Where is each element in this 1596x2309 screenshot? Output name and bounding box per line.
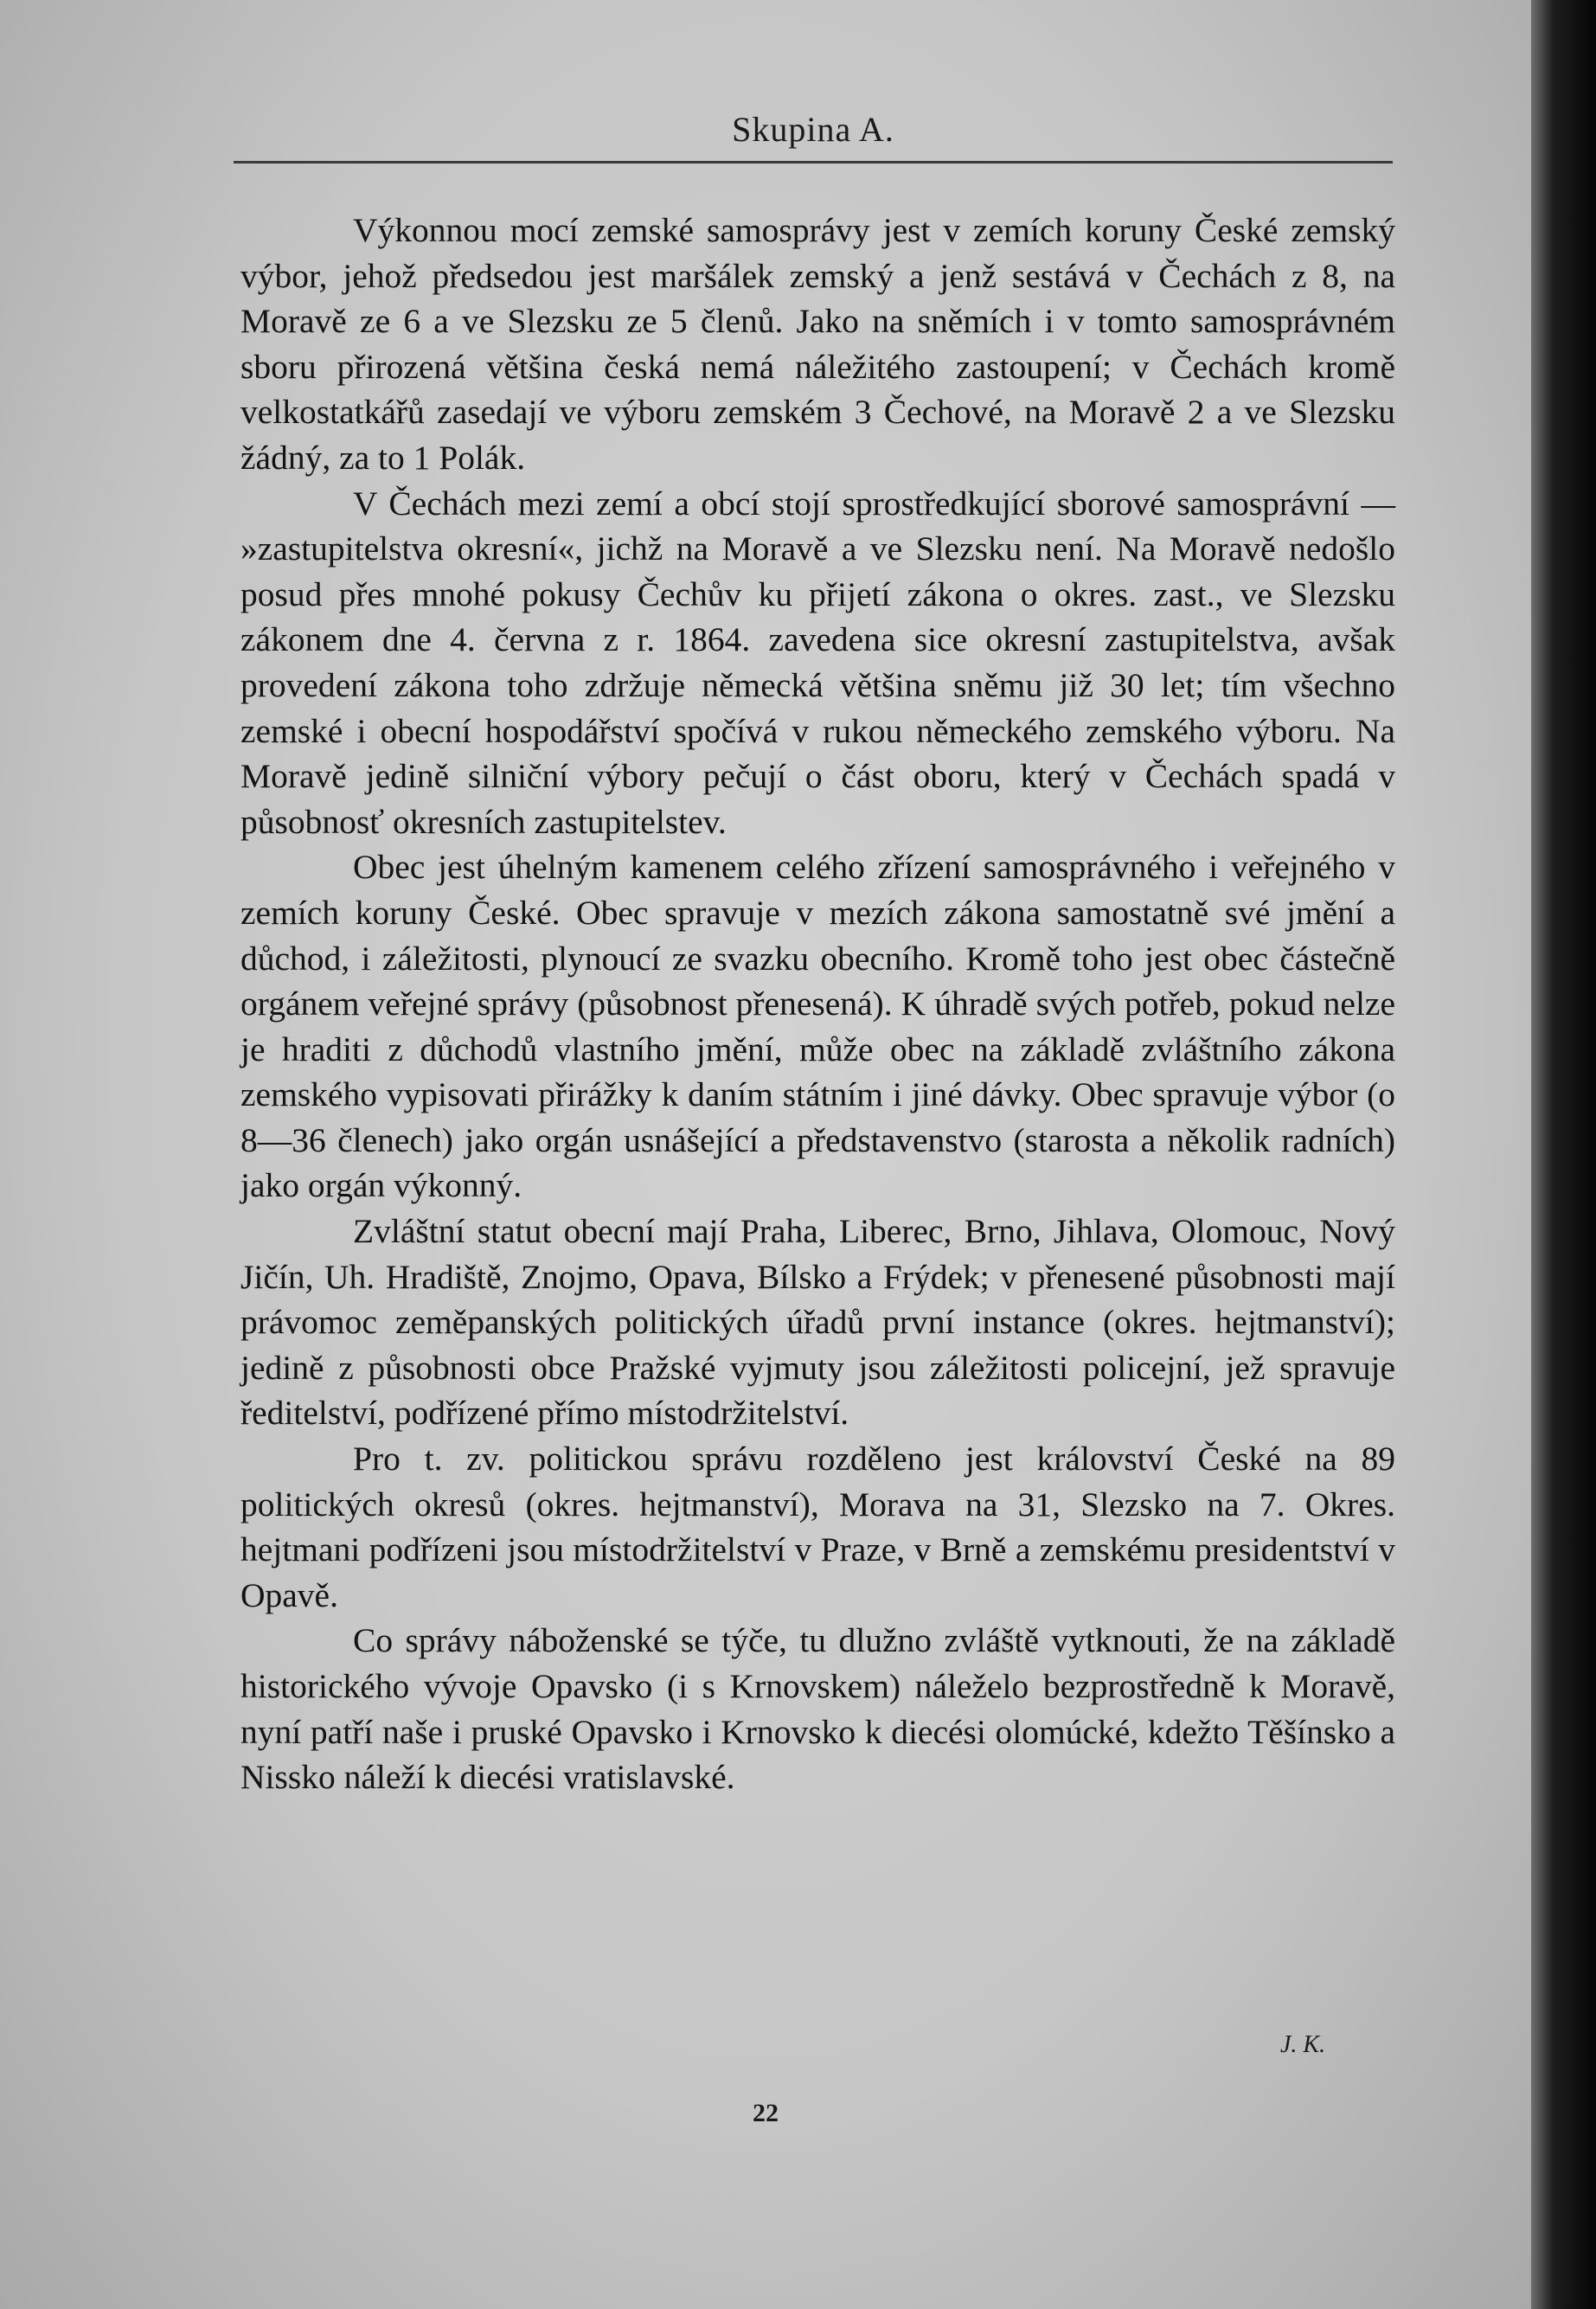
running-header bbox=[234, 109, 1393, 164]
paragraph-politicka-sprava: Pro t. zv. politickou správu rozděleno jest království České na 89 politických okresů (okres. hejtmanství), Morava na 31, Slezsko na 7. Okres. hejtmani podřízeni jsou místodržitelství v Praze, v Brně a zemskému presidentství v Opavě. bbox=[240, 1440, 1395, 1614]
paragraph-zvlastni-statut: Zvláštní statut obecní mají Praha, Liberec, Brno, Jihlava, Olomouc, Nový Jičín, Uh. Hradiště, Znojmo, Opava, Bílsko a Frýdek; v přenesené působnosti mají právomoc zeměpanských politických úřadů první instance (okres. hejtmanství); jedině z působnosti obce Pražské vyjmuty jsou záležitosti policejní, jež spravuje ředitelství, podřízené přímo místodržitelství. bbox=[240, 1212, 1395, 1433]
header-title: Skupina A. bbox=[732, 110, 894, 149]
page-number: 22 bbox=[753, 2099, 779, 2127]
paragraph-zastupitelstva-okresni: V Čechách mezi zemí a obcí stojí sprostředkující sborové samosprávní — »zastupitelstva okresní«, jichž na Moravě a ve Slezsku není. Na Moravě nedošlo posud přes mnohé pokusy Čechův ku přijetí zákona o okres. zast., ve Slezsku zákonem dne 4. června z r. 1864. zavedena sice okresní zastupitelstva, avšak provedení zákona toho zdržuje německá většina sněmu již 30 let; tím všechno zemské i obecní hospodářství spočívá v rukou německého zemského výboru. Na Moravě jedině silniční výbory pečují o část oboru, který v Čechách spadá v působnosť okresních zastupitelstev. bbox=[240, 484, 1395, 841]
body-text bbox=[240, 208, 1395, 1800]
paragraph-obec: Obec jest úhelným kamenem celého zřízení samosprávného i veřejného v zemích koruny České. Obec spravuje v mezích zákona samostatně své jmění a důchod, i záležitosti, plynoucí ze svazku obecního. Kromě toho jest obec částečně orgánem veřejné správy (působnost přenesená). K úhradě svých potřeb, pokud nelze je hraditi z důchodů vlastního jmění, může obec na základě zvláštního zákona zemského vypisovati přirážky k daním státním i jiné dávky. Obec spravuje výbor (o 8—36 členech) jako orgán usnášející a představenstvo (starosta a několik radních) jako orgán výkonný. bbox=[240, 848, 1395, 1205]
paragraph-sprava-nabozenska: Co správy náboženské se týče, tu dlužno zvláště vytknouti, že na základě historického vývoje Opavsko (i s Krnovskem) náleželo bezprostředně k Moravě, nyní patří naše i pruské Opavsko i Krnovsko k diecési olomúcké, kdežto Těšínsko a Nissko náleží k diecési vratislavské. bbox=[240, 1621, 1395, 1797]
paragraph-zemsky-vybor: Výkonnou mocí zemské samosprávy jest v zemích koruny České zemský výbor, jehož předsedou jest maršálek zemský a jenž sestává v Čechách z 8, na Moravě ze 6 a ve Slezsku ze 5 členů. Jako na sněmích i v tomto samosprávném sboru přirozená většina česká nemá náležitého zastoupení; v Čechách kromě velkostatkářů zasedají ve výboru zemském 3 Čechové, na Moravě 2 a ve Slezsku žádný, za to 1 Polák. bbox=[240, 211, 1395, 477]
binding-edge bbox=[1531, 0, 1596, 2309]
author-initials: J. K. bbox=[1280, 2031, 1326, 2058]
